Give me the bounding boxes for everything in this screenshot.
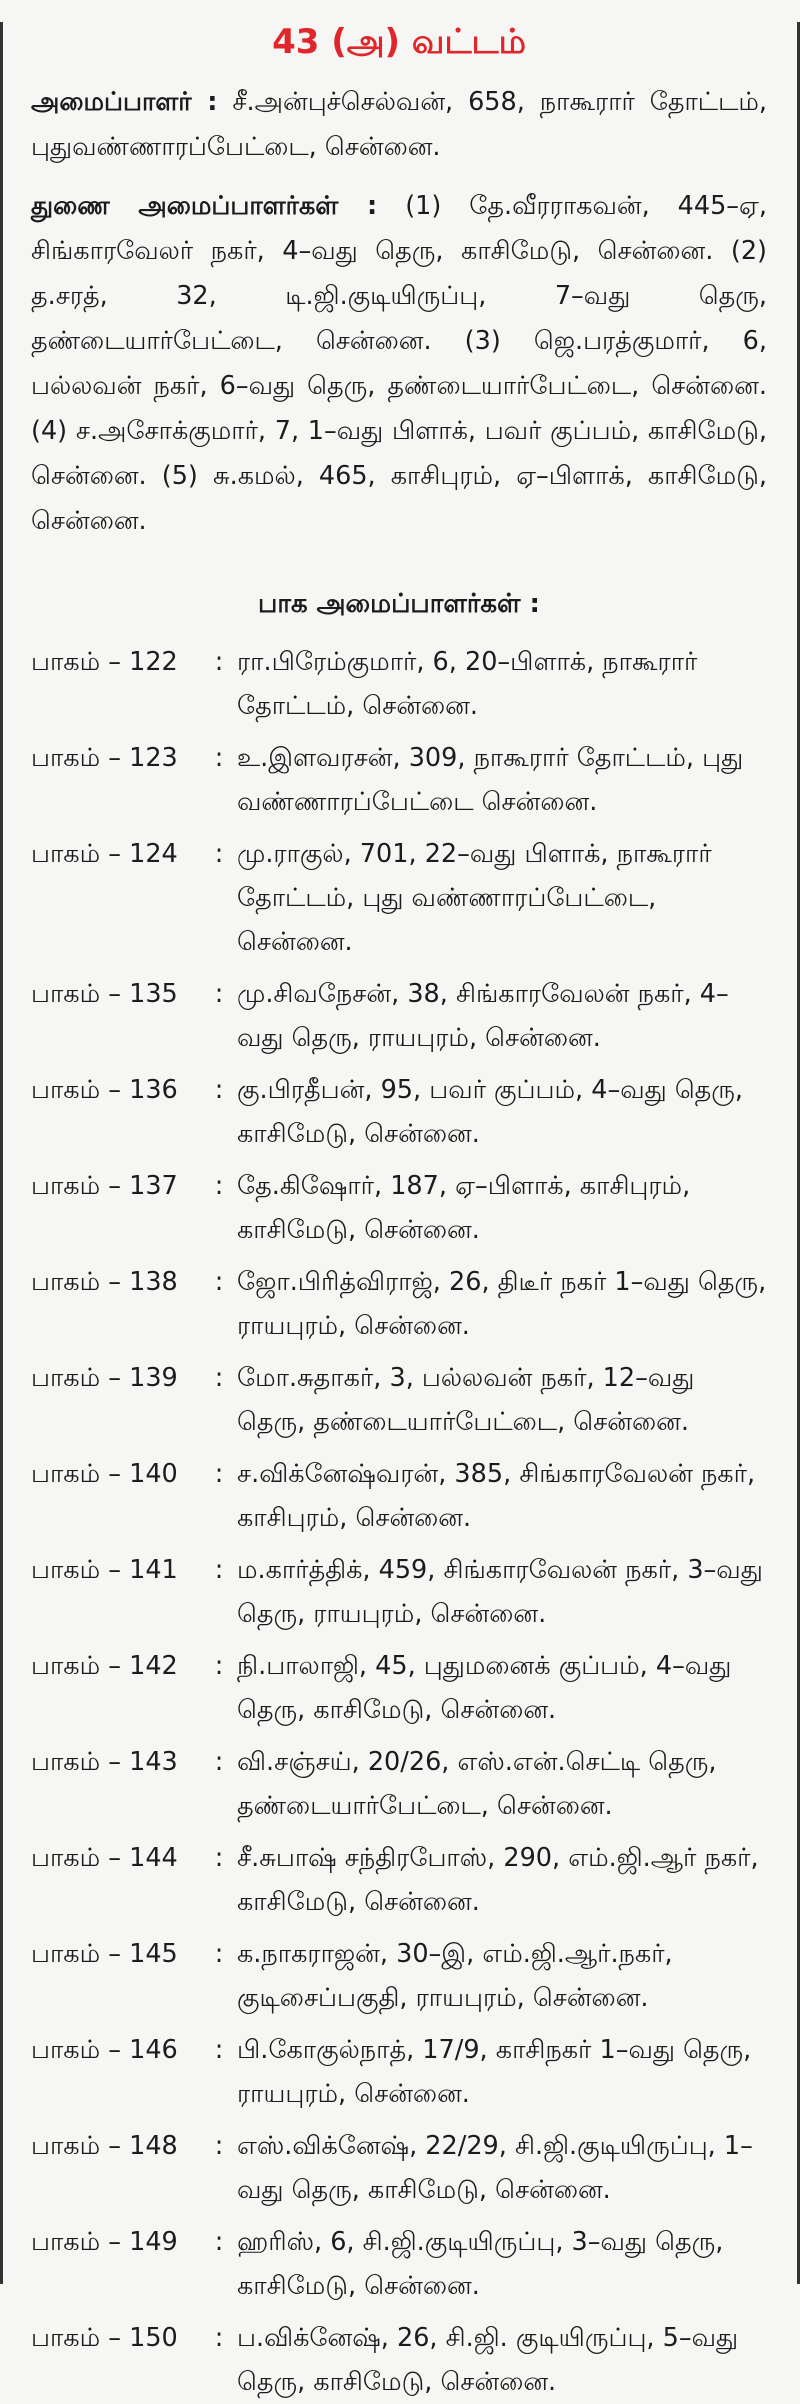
part-address: க.நாகராஜன், 30–இ, எம்.ஜி.ஆர்.நகர், குடிசைப்பகுதி, ராயபுரம், சென்னை. <box>237 1939 673 2013</box>
part-row <box>31 1260 767 1348</box>
part-address: மோ.சுதாகர், 3, பல்லவன் நகர், 12–வது தெரு, தண்டையார்பேட்டை, சென்னை. <box>237 1363 695 1437</box>
part-row <box>31 1356 767 1444</box>
part-address: தே.கிஷோர், 187, ஏ–பிளாக், காசிபுரம், காசிமேடு, சென்னை. <box>237 1171 691 1245</box>
part-address: ப.விக்னேஷ், 26, சி.ஜி. குடியிருப்பு, 5–வது தெரு, காசிமேடு, சென்னை. <box>237 2323 739 2397</box>
part-separator: : <box>214 1171 224 1201</box>
part-separator: : <box>214 647 224 677</box>
part-separator: : <box>214 1075 224 1105</box>
parts-list <box>31 640 767 2404</box>
part-address: ம.கார்த்திக், 459, சிங்காரவேலன் நகர், 3–வது தெரு, ராயபுரம், சென்னை. <box>237 1555 763 1629</box>
part-row <box>31 972 767 1060</box>
part-row <box>31 1068 767 1156</box>
part-address: பி.கோகுல்நாத், 17/9, காசிநகர் 1–வது தெரு, ராயபுரம், சென்னை. <box>237 2035 752 2109</box>
part-separator: : <box>214 979 224 1009</box>
part-row <box>31 1932 767 2020</box>
part-address: ஹரிஸ், 6, சி.ஜி.குடியிருப்பு, 3–வது தெரு, காசிமேடு, சென்னை. <box>237 2227 724 2301</box>
part-separator: : <box>214 2035 224 2065</box>
part-separator: : <box>214 1459 224 1489</box>
part-number: பாகம் – 123 <box>31 743 178 773</box>
organizer-text: சீ.அன்புச்செல்வன், 658, நாகூரார் தோட்டம், புதுவண்ணாரப்பேட்டை, சென்னை. <box>31 87 768 162</box>
part-address: வி.சஞ்சய், 20/26, எஸ்.என்.செட்டி தெரு, தண்டையார்பேட்டை, சென்னை. <box>237 1747 717 1821</box>
part-separator: : <box>214 1843 224 1873</box>
part-row <box>31 1164 767 1252</box>
part-number: பாகம் – 139 <box>31 1363 178 1393</box>
part-row <box>31 1644 767 1732</box>
deputy-organizers-label: துணை அமைப்பாளர்கள் : <box>31 191 378 221</box>
part-address: உ.இளவரசன், 309, நாகூரார் தோட்டம், புது வண்ணாரப்பேட்டை சென்னை. <box>237 743 744 817</box>
part-row <box>31 2028 767 2116</box>
organizer-paragraph <box>31 80 767 170</box>
part-number: பாகம் – 148 <box>31 2131 178 2161</box>
part-row <box>31 2124 767 2212</box>
part-row <box>31 1740 767 1828</box>
part-number: பாகம் – 145 <box>31 1939 178 1969</box>
part-number: பாகம் – 149 <box>31 2227 178 2257</box>
parts-heading: பாக அமைப்பாளர்கள் : <box>258 589 540 619</box>
part-address: கு.பிரதீபன், 95, பவர் குப்பம், 4–வது தெரு, காசிமேடு, சென்னை. <box>237 1075 744 1149</box>
part-address: எஸ்.விக்னேஷ், 22/29, சி.ஜி.குடியிருப்பு, 1–வது தெரு, காசிமேடு, சென்னை. <box>237 2131 753 2205</box>
organizer-label: அமைப்பாளர் : <box>31 87 218 117</box>
part-separator: : <box>214 1747 224 1777</box>
part-address: மு.ராகுல், 701, 22–வது பிளாக், நாகூரார் தோட்டம், புது வண்ணாரப்பேட்டை, சென்னை. <box>237 839 712 957</box>
part-separator: : <box>214 1555 224 1585</box>
part-number: பாகம் – 141 <box>31 1555 178 1585</box>
part-number: பாகம் – 150 <box>31 2323 178 2353</box>
part-number: பாகம் – 146 <box>31 2035 178 2065</box>
part-number: பாகம் – 143 <box>31 1747 178 1777</box>
part-row <box>31 832 767 964</box>
part-number: பாகம் – 140 <box>31 1459 178 1489</box>
part-separator: : <box>214 1939 224 1969</box>
part-address: நி.பாலாஜி, 45, புதுமனைக் குப்பம், 4–வது தெரு, காசிமேடு, சென்னை. <box>237 1651 732 1725</box>
part-address: சீ.சுபாஷ் சந்திரபோஸ், 290, எம்.ஜி.ஆர் நகர், காசிமேடு, சென்னை. <box>237 1843 759 1917</box>
part-separator: : <box>214 839 224 869</box>
part-separator: : <box>214 1363 224 1393</box>
deputy-organizers-text: (1) தே.வீரராகவன், 445–ஏ, சிங்காரவேலர் நகர், 4–வது தெரு, காசிமேடு, சென்னை. (2) த.சரத், 32, டி.ஜி.குடியிருப்பு, 7–வது தெரு, தண்டையார்பேட்டை, சென்னை. (3) ஜெ.பரத்குமார், 6, பல்லவன் நகர், 6–வது தெரு, தண்டையார்பேட்டை, சென்னை. (4) ச.அசோக்குமார், 7, 1–வது பிளாக், பவர் குப்பம், காசிமேடு, சென்னை. (5) சு.கமல், 465, காசிபுரம், ஏ–பிளாக், காசிமேடு, சென்னை. <box>31 191 768 536</box>
document-page <box>0 22 800 2397</box>
part-row <box>31 2316 767 2404</box>
part-row <box>31 1836 767 1924</box>
part-number: பாகம் – 122 <box>31 647 178 677</box>
part-separator: : <box>214 743 224 773</box>
part-number: பாகம் – 135 <box>31 979 178 1009</box>
part-address: ச.விக்னேஷ்வரன், 385, சிங்காரவேலன் நகர், காசிபுரம், சென்னை. <box>237 1459 756 1533</box>
part-address: ரா.பிரேம்குமார், 6, 20–பிளாக், நாகூரார் தோட்டம், சென்னை. <box>237 647 698 721</box>
page-title: 43 (அ) வட்டம் <box>272 22 526 62</box>
part-number: பாகம் – 138 <box>31 1267 178 1297</box>
part-address: மு.சிவநேசன், 38, சிங்காரவேலன் நகர், 4–வது தெரு, ராயபுரம், சென்னை. <box>237 979 729 1053</box>
deputy-organizers-paragraph <box>31 184 767 544</box>
part-row <box>31 640 767 728</box>
part-row <box>31 1452 767 1540</box>
part-row <box>31 2220 767 2308</box>
part-row <box>31 1548 767 1636</box>
part-number: பாகம் – 124 <box>31 839 178 869</box>
part-separator: : <box>214 1651 224 1681</box>
part-number: பாகம் – 136 <box>31 1075 178 1105</box>
part-address: ஜோ.பிரித்விராஜ், 26, திடீர் நகர் 1–வது தெரு, ராயபுரம், சென்னை. <box>237 1267 767 1341</box>
part-number: பாகம் – 144 <box>31 1843 178 1873</box>
part-number: பாகம் – 137 <box>31 1171 178 1201</box>
part-number: பாகம் – 142 <box>31 1651 178 1681</box>
part-separator: : <box>214 2323 224 2353</box>
part-separator: : <box>214 1267 224 1297</box>
part-row <box>31 736 767 824</box>
part-separator: : <box>214 2131 224 2161</box>
part-separator: : <box>214 2227 224 2257</box>
